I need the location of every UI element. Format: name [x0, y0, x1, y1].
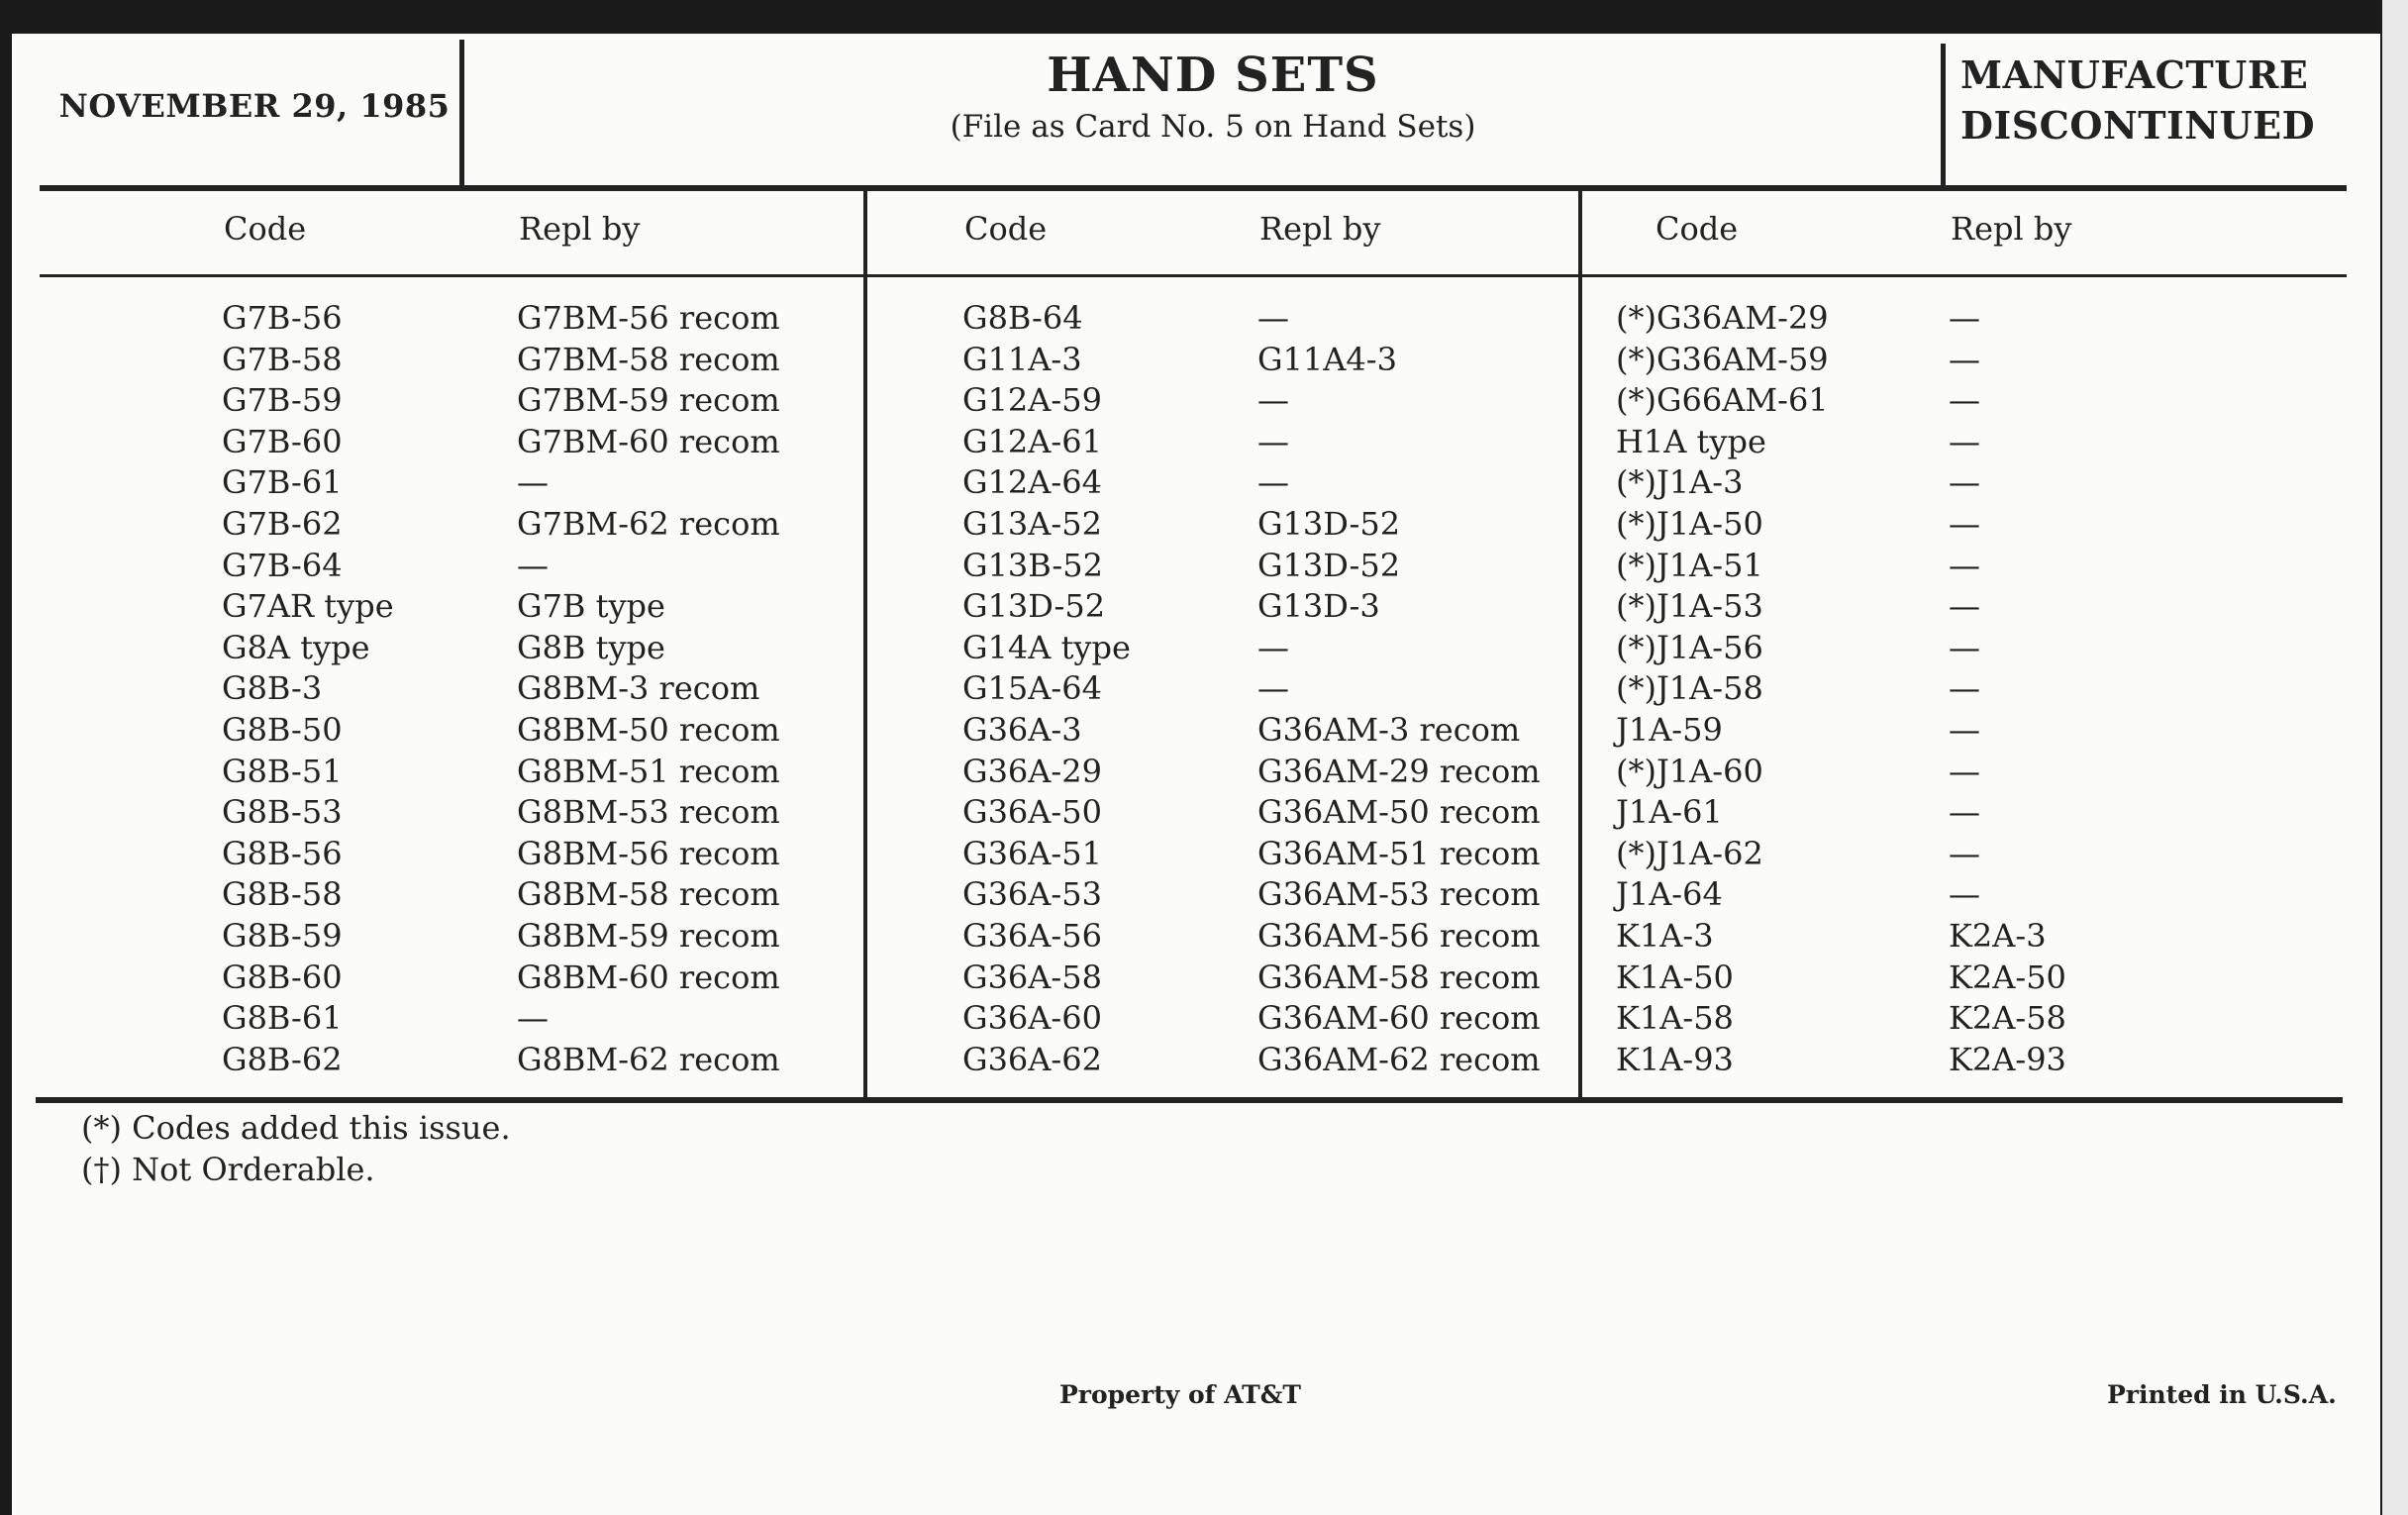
scan-edge: [2382, 0, 2408, 1515]
code-cell: K1A-3: [1616, 917, 1714, 955]
column-divider-2: [1578, 188, 1582, 1101]
replacement-cell: —: [1949, 423, 1980, 460]
code-cell: K1A-58: [1616, 999, 1734, 1037]
status-line-1: MANUFACTURE: [1960, 52, 2309, 97]
code-cell: (*)G36AM-29: [1616, 299, 1829, 337]
code-cell: G14A type: [962, 629, 1131, 666]
code-cell: J1A-61: [1616, 793, 1723, 831]
code-cell: (*)J1A-60: [1616, 753, 1763, 790]
code-cell: G36A-62: [962, 1041, 1102, 1078]
code-cell: (*)J1A-3: [1616, 463, 1744, 501]
replacement-cell: G8BM-51 recom: [517, 753, 780, 790]
replacement-cell: G8BM-50 recom: [517, 711, 780, 749]
column-header-repl-3: Repl by: [1951, 210, 2072, 248]
replacement-cell: G8BM-62 recom: [517, 1041, 780, 1078]
header-bottom-rule: [40, 274, 2347, 277]
code-cell: G36A-56: [962, 917, 1102, 955]
replacement-cell: G7BM-60 recom: [517, 423, 780, 460]
code-cell: G8B-62: [222, 1041, 343, 1078]
page-subtitle: (File as Card No. 5 on Hand Sets): [950, 109, 1476, 145]
replacement-cell: G36AM-50 recom: [1257, 793, 1541, 831]
replacement-cell: —: [517, 547, 549, 584]
code-cell: G12A-61: [962, 423, 1102, 460]
replacement-cell: G8BM-53 recom: [517, 793, 780, 831]
code-cell: (*)J1A-56: [1616, 629, 1763, 666]
replacement-cell: G36AM-3 recom: [1257, 711, 1521, 749]
code-cell: G8B-58: [222, 875, 343, 913]
replacement-cell: —: [1949, 753, 1980, 790]
column-header-code-3: Code: [1656, 210, 1739, 248]
replacement-cell: G7BM-59 recom: [517, 381, 780, 419]
code-cell: G36A-60: [962, 999, 1102, 1037]
replacement-cell: G36AM-29 recom: [1257, 753, 1541, 790]
replacement-cell: G36AM-51 recom: [1257, 835, 1541, 872]
code-cell: G36A-58: [962, 959, 1102, 996]
code-cell: G7B-59: [222, 381, 343, 419]
code-cell: G8B-51: [222, 753, 343, 790]
replacement-cell: —: [517, 999, 549, 1037]
code-cell: G36A-53: [962, 875, 1102, 913]
replacement-cell: —: [1949, 875, 1980, 913]
replacement-cell: G36AM-62 recom: [1257, 1041, 1541, 1078]
replacement-cell: —: [517, 463, 549, 501]
replacement-cell: —: [1949, 299, 1980, 337]
replacement-cell: G36AM-56 recom: [1257, 917, 1541, 955]
code-cell: G7B-60: [222, 423, 343, 460]
code-cell: (*)J1A-58: [1616, 669, 1763, 707]
code-cell: G8B-61: [222, 999, 343, 1037]
column-divider-1: [863, 188, 867, 1101]
replacement-cell: —: [1257, 423, 1289, 460]
code-cell: (*)G36AM-59: [1616, 341, 1829, 378]
replacement-cell: G8B type: [517, 629, 665, 666]
code-cell: G8B-60: [222, 959, 343, 996]
code-cell: G8B-50: [222, 711, 343, 749]
replacement-cell: —: [1949, 669, 1980, 707]
table-bottom-rule: [36, 1097, 2343, 1103]
page-title: HAND SETS: [1047, 48, 1379, 103]
replacement-cell: —: [1949, 835, 1980, 872]
header-divider-right: [1941, 44, 1946, 188]
column-header-code-1: Code: [224, 210, 307, 248]
footnote-not-orderable: (†) Not Orderable.: [81, 1151, 375, 1188]
code-cell: K1A-50: [1616, 959, 1734, 996]
replacement-cell: G7B type: [517, 587, 665, 625]
code-cell: (*)G66AM-61: [1616, 381, 1829, 419]
footer-printed: Printed in U.S.A.: [2107, 1380, 2337, 1409]
code-cell: J1A-64: [1616, 875, 1723, 913]
code-cell: G8B-3: [222, 669, 323, 707]
replacement-cell: G8BM-3 recom: [517, 669, 760, 707]
code-cell: G7AR type: [222, 587, 394, 625]
replacement-cell: G8BM-56 recom: [517, 835, 780, 872]
header-divider-left: [459, 40, 464, 190]
code-cell: G36A-51: [962, 835, 1102, 872]
replacement-cell: —: [1257, 629, 1289, 666]
table-top-rule: [40, 185, 2347, 191]
replacement-cell: —: [1257, 669, 1289, 707]
code-cell: K1A-93: [1616, 1041, 1734, 1078]
code-cell: (*)J1A-53: [1616, 587, 1763, 625]
code-cell: H1A type: [1616, 423, 1766, 460]
status-line-2: DISCONTINUED: [1960, 103, 2316, 148]
replacement-cell: K2A-93: [1949, 1041, 2066, 1078]
code-cell: G36A-29: [962, 753, 1102, 790]
column-header-code-2: Code: [964, 210, 1048, 248]
code-cell: G8B-56: [222, 835, 343, 872]
replacement-cell: —: [1949, 547, 1980, 584]
replacement-cell: —: [1949, 587, 1980, 625]
replacement-cell: G36AM-58 recom: [1257, 959, 1541, 996]
footer-property: Property of AT&T: [1059, 1380, 1301, 1409]
status-label: [1960, 50, 2315, 151]
code-cell: G12A-59: [962, 381, 1102, 419]
code-cell: G13D-52: [962, 587, 1106, 625]
code-cell: G8B-53: [222, 793, 343, 831]
issue-date: NOVEMBER 29, 1985: [58, 87, 451, 125]
footnote-added: (*) Codes added this issue.: [81, 1109, 511, 1147]
column-header-repl-1: Repl by: [519, 210, 641, 248]
code-cell: G8B-59: [222, 917, 343, 955]
replacement-cell: G13D-52: [1257, 505, 1401, 543]
replacement-cell: —: [1257, 299, 1289, 337]
code-cell: (*)J1A-51: [1616, 547, 1763, 584]
code-cell: G11A-3: [962, 341, 1082, 378]
replacement-cell: G36AM-53 recom: [1257, 875, 1541, 913]
code-cell: G7B-58: [222, 341, 343, 378]
code-cell: G15A-64: [962, 669, 1102, 707]
replacement-cell: K2A-58: [1949, 999, 2066, 1037]
code-cell: (*)J1A-50: [1616, 505, 1763, 543]
replacement-cell: —: [1949, 381, 1980, 419]
replacement-cell: G8BM-58 recom: [517, 875, 780, 913]
code-cell: G13B-52: [962, 547, 1103, 584]
code-cell: G7B-62: [222, 505, 343, 543]
replacement-cell: G36AM-60 recom: [1257, 999, 1541, 1037]
replacement-cell: —: [1949, 629, 1980, 666]
code-cell: G7B-61: [222, 463, 343, 501]
replacement-cell: —: [1257, 381, 1289, 419]
replacement-cell: G11A4-3: [1257, 341, 1397, 378]
code-cell: G36A-3: [962, 711, 1082, 749]
replacement-cell: —: [1949, 463, 1980, 501]
replacement-cell: G7BM-56 recom: [517, 299, 780, 337]
replacement-cell: G8BM-60 recom: [517, 959, 780, 996]
replacement-cell: G13D-52: [1257, 547, 1401, 584]
code-cell: G12A-64: [962, 463, 1102, 501]
replacement-cell: G13D-3: [1257, 587, 1380, 625]
replacement-cell: K2A-3: [1949, 917, 2047, 955]
replacement-cell: K2A-50: [1949, 959, 2066, 996]
replacement-cell: G7BM-62 recom: [517, 505, 780, 543]
replacement-cell: G8BM-59 recom: [517, 917, 780, 955]
code-cell: G8A type: [222, 629, 370, 666]
column-header-repl-2: Repl by: [1259, 210, 1381, 248]
code-cell: G36A-50: [962, 793, 1102, 831]
replacement-cell: G7BM-58 recom: [517, 341, 780, 378]
replacement-cell: —: [1949, 341, 1980, 378]
code-cell: (*)J1A-62: [1616, 835, 1763, 872]
replacement-cell: —: [1949, 793, 1980, 831]
replacement-cell: —: [1949, 711, 1980, 749]
catalog-card: [12, 34, 2380, 1515]
code-cell: G7B-64: [222, 547, 343, 584]
replacement-cell: —: [1949, 505, 1980, 543]
code-cell: G13A-52: [962, 505, 1102, 543]
code-cell: G8B-64: [962, 299, 1083, 337]
replacement-cell: —: [1257, 463, 1289, 501]
code-cell: G7B-56: [222, 299, 343, 337]
code-cell: J1A-59: [1616, 711, 1723, 749]
